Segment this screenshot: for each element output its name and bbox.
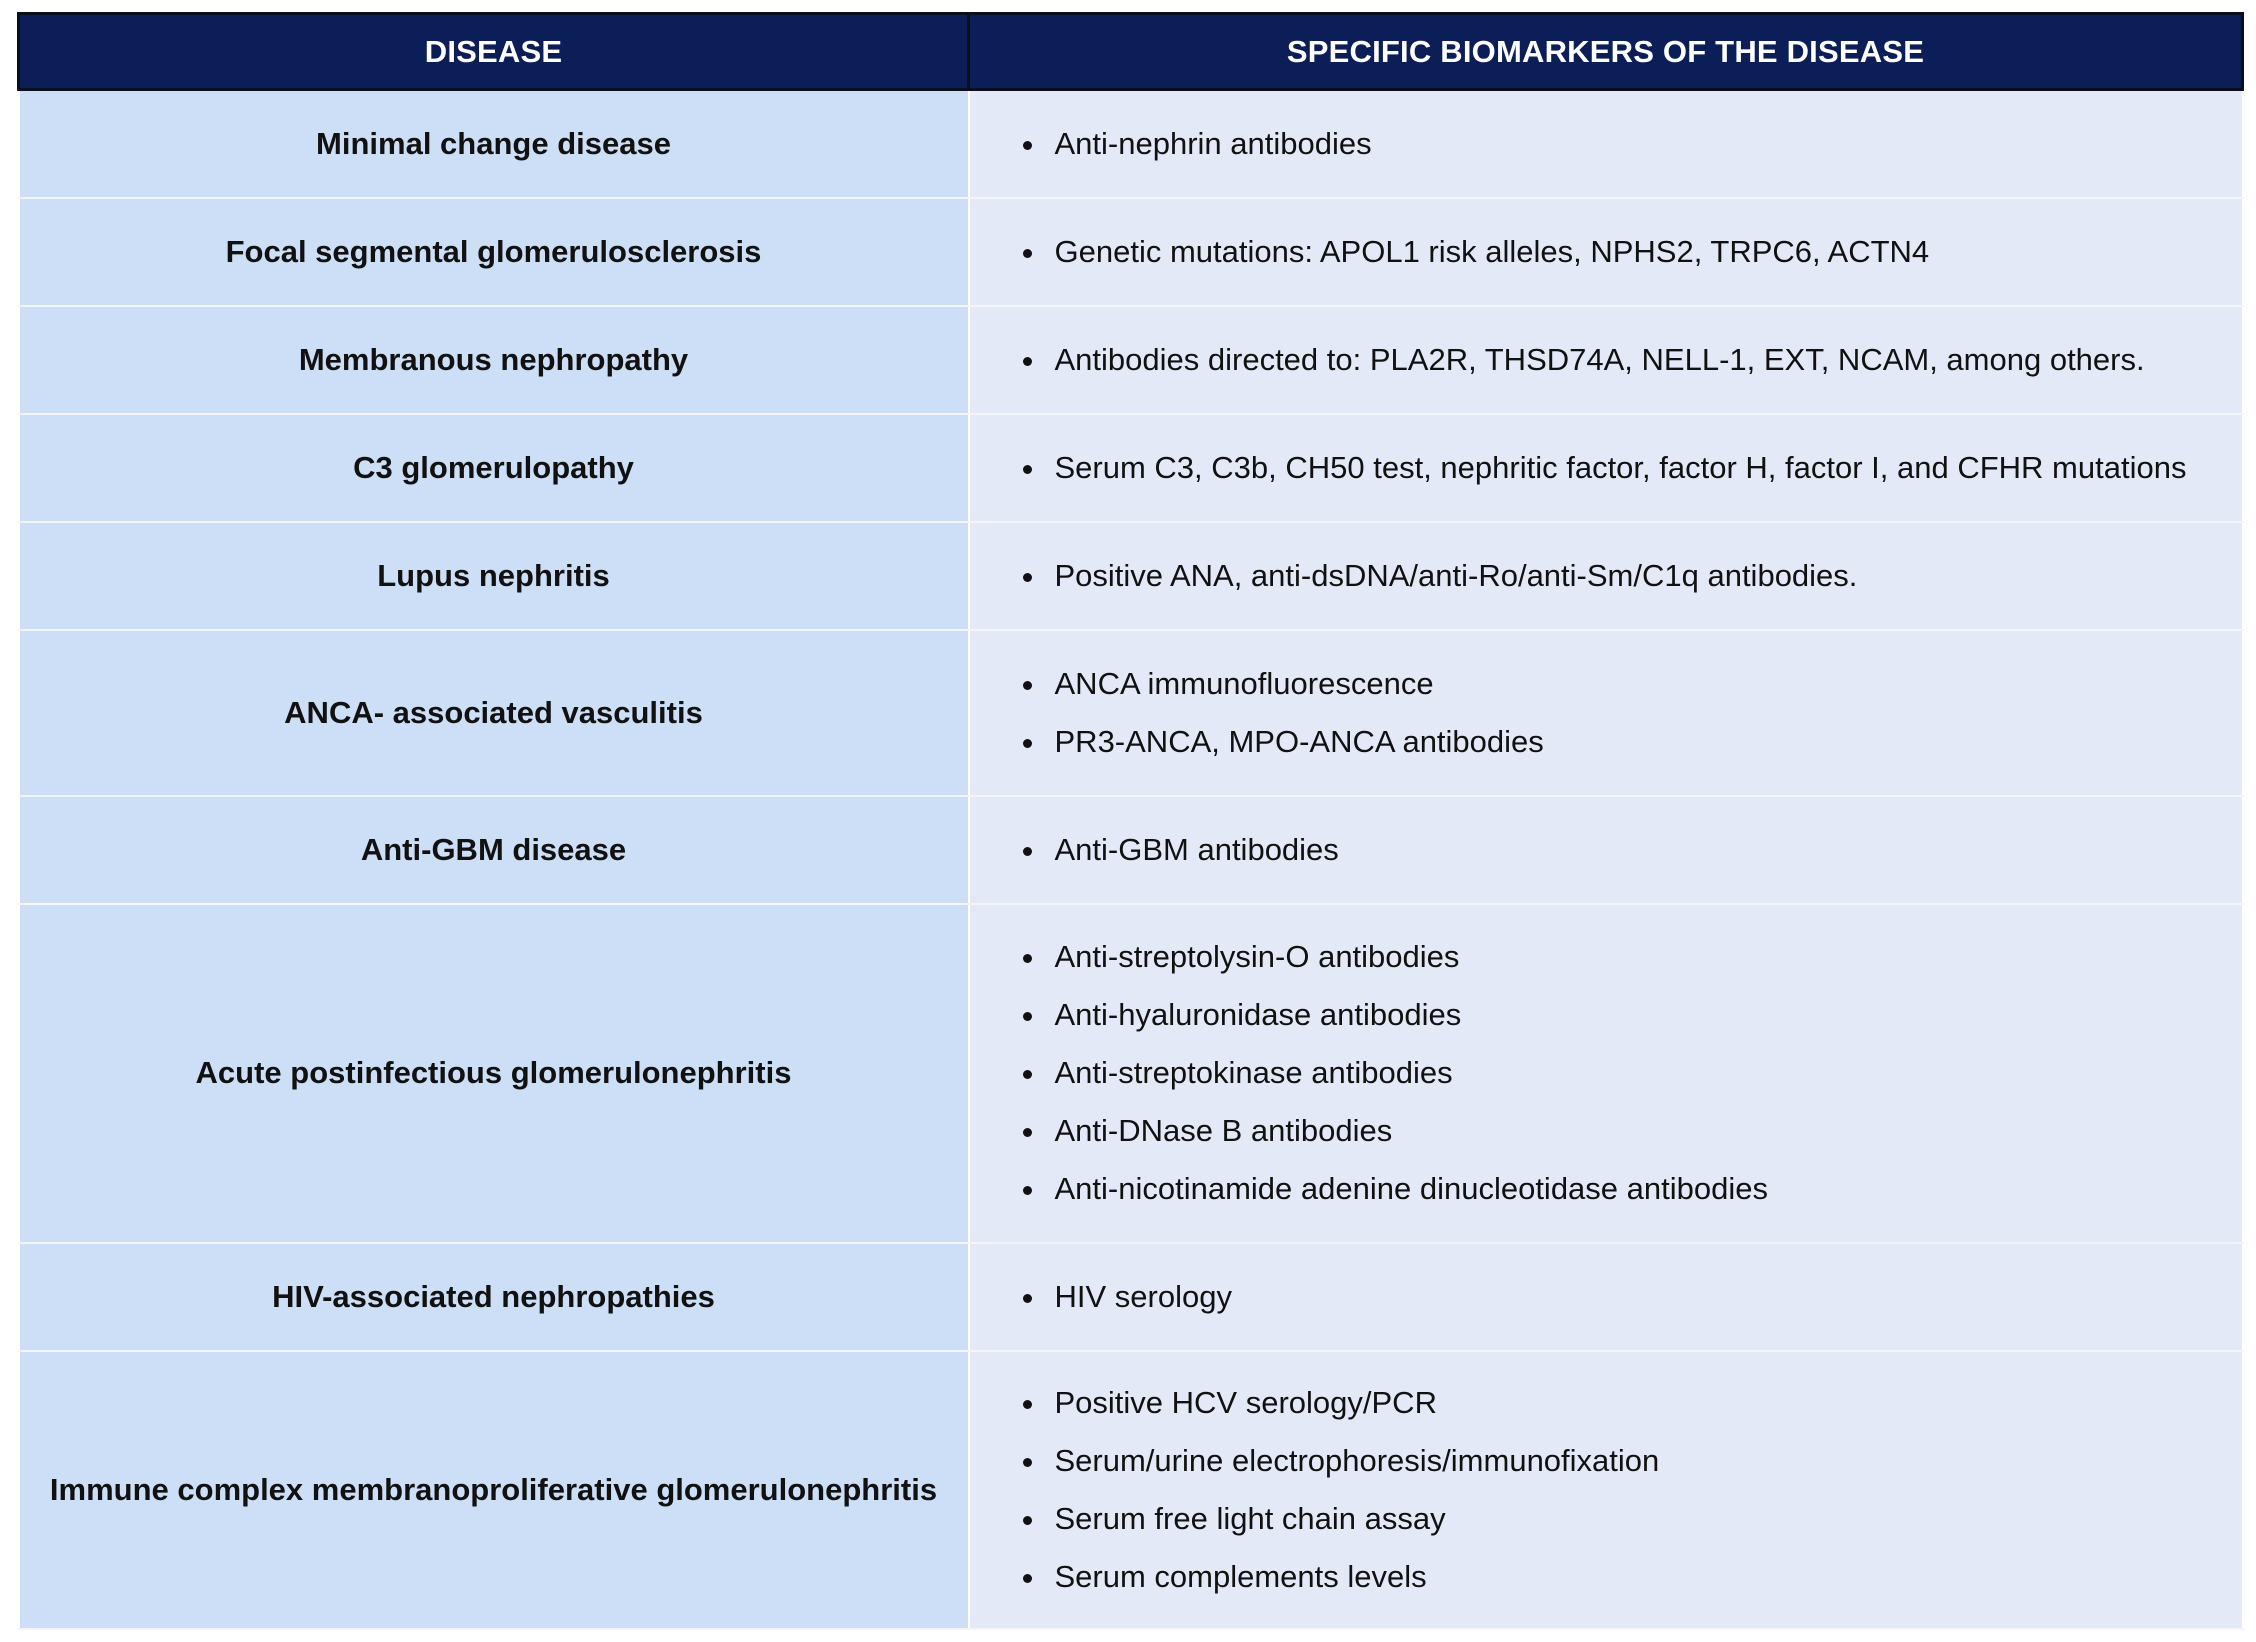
- biomarker-item: Positive ANA, anti-dsDNA/anti-Ro/anti-Sm/C1q antibodies.: [1020, 547, 2222, 605]
- biomarker-list: [1020, 115, 2222, 173]
- biomarker-item: Genetic mutations: APOL1 risk alleles, NPHS2, TRPC6, ACTN4: [1020, 223, 2222, 281]
- biomarker-list: [1020, 1374, 2222, 1606]
- biomarker-item: Anti-streptolysin-O antibodies: [1020, 928, 2222, 986]
- disease-cell: Membranous nephropathy: [19, 306, 969, 414]
- biomarkers-cell: [969, 796, 2243, 904]
- biomarker-list: [1020, 439, 2222, 497]
- biomarker-list: [1020, 547, 2222, 605]
- biomarker-list: [1020, 928, 2222, 1218]
- disease-cell: Lupus nephritis: [19, 522, 969, 630]
- biomarkers-cell: [969, 414, 2243, 522]
- biomarker-list: [1020, 821, 2222, 879]
- disease-cell: Minimal change disease: [19, 90, 969, 198]
- table-row: [19, 904, 2243, 1243]
- table-row: [19, 414, 2243, 522]
- table-row: [19, 1351, 2243, 1629]
- biomarker-item: HIV serology: [1020, 1268, 2222, 1326]
- biomarker-item: Anti-nicotinamide adenine dinucleotidase antibodies: [1020, 1160, 2222, 1218]
- biomarkers-cell: [969, 1243, 2243, 1351]
- table-row: [19, 522, 2243, 630]
- biomarker-item: Serum/urine electrophoresis/immunofixation: [1020, 1432, 2222, 1490]
- table-row: [19, 1243, 2243, 1351]
- table-row: [19, 90, 2243, 198]
- table-row: [19, 306, 2243, 414]
- biomarker-item: ANCA immunofluorescence: [1020, 655, 2222, 713]
- biomarker-item: Anti-GBM antibodies: [1020, 821, 2222, 879]
- biomarkers-cell: [969, 904, 2243, 1243]
- header-biomarkers: SPECIFIC BIOMARKERS OF THE DISEASE: [969, 14, 2243, 90]
- biomarker-item: Anti-nephrin antibodies: [1020, 115, 2222, 173]
- biomarkers-table: [17, 12, 2244, 1630]
- disease-cell: C3 glomerulopathy: [19, 414, 969, 522]
- biomarker-item: Anti-streptokinase antibodies: [1020, 1044, 2222, 1102]
- disease-cell: Focal segmental glomerulosclerosis: [19, 198, 969, 306]
- biomarker-list: [1020, 331, 2222, 389]
- biomarkers-cell: [969, 1351, 2243, 1629]
- biomarker-item: Serum complements levels: [1020, 1548, 2222, 1606]
- biomarkers-cell: [969, 90, 2243, 198]
- disease-cell: ANCA- associated vasculitis: [19, 630, 969, 796]
- biomarker-item: Antibodies directed to: PLA2R, THSD74A, NELL-1, EXT, NCAM, among others.: [1020, 331, 2222, 389]
- biomarker-item: Serum C3, C3b, CH50 test, nephritic factor, factor H, factor I, and CFHR mutations: [1020, 439, 2222, 497]
- biomarkers-cell: [969, 198, 2243, 306]
- disease-cell: Immune complex membranoproliferative glomerulonephritis: [19, 1351, 969, 1629]
- disease-cell: Acute postinfectious glomerulonephritis: [19, 904, 969, 1243]
- table-row: [19, 630, 2243, 796]
- biomarkers-cell: [969, 306, 2243, 414]
- biomarker-item: Serum free light chain assay: [1020, 1490, 2222, 1548]
- table-header-row: [19, 14, 2243, 90]
- biomarker-list: [1020, 223, 2222, 281]
- table-body: [19, 90, 2243, 1629]
- biomarkers-cell: [969, 522, 2243, 630]
- table-row: [19, 198, 2243, 306]
- disease-cell: Anti-GBM disease: [19, 796, 969, 904]
- biomarker-item: PR3-ANCA, MPO-ANCA antibodies: [1020, 713, 2222, 771]
- biomarkers-cell: [969, 630, 2243, 796]
- biomarker-list: [1020, 1268, 2222, 1326]
- header-disease: DISEASE: [19, 14, 969, 90]
- biomarker-item: Anti-DNase B antibodies: [1020, 1102, 2222, 1160]
- table-row: [19, 796, 2243, 904]
- biomarker-item: Positive HCV serology/PCR: [1020, 1374, 2222, 1432]
- biomarker-item: Anti-hyaluronidase antibodies: [1020, 986, 2222, 1044]
- disease-cell: HIV-associated nephropathies: [19, 1243, 969, 1351]
- biomarker-list: [1020, 655, 2222, 771]
